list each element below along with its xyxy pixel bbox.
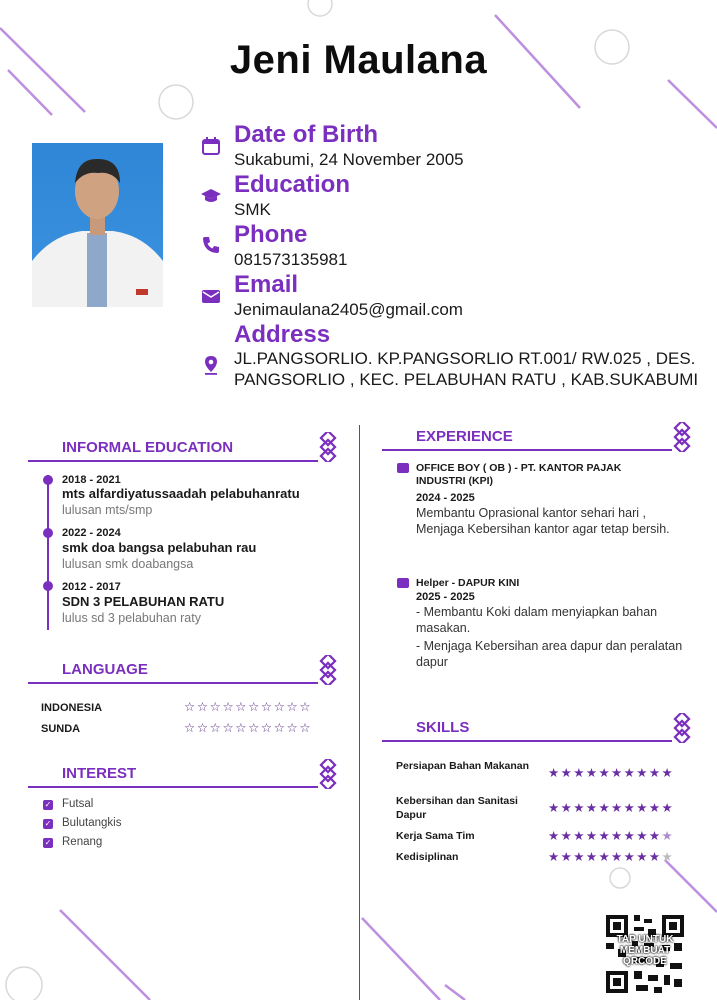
- informal-education-underline: [28, 460, 318, 462]
- star-icon: ★: [648, 766, 662, 780]
- skill-name: Kebersihan dan Sanitasi Dapur: [396, 795, 518, 821]
- star-icon: ★: [560, 766, 574, 780]
- skills-underline: [382, 740, 672, 742]
- profile-photo-illustration: [32, 143, 163, 307]
- star-icon: ☆: [209, 700, 223, 714]
- checkbox-icon: ✓: [44, 819, 52, 828]
- edu-note: lulusan smk doabangsa: [62, 557, 194, 571]
- edu-years: 2012 - 2017: [62, 581, 121, 593]
- briefcase-icon: [397, 463, 409, 473]
- briefcase-icon: [397, 578, 409, 588]
- star-icon: ★: [573, 829, 586, 843]
- location-pin-icon: [201, 355, 221, 375]
- ornament-icon: [316, 432, 340, 462]
- star-icon: ★: [636, 801, 649, 815]
- star-icon: ★: [623, 766, 637, 780]
- star-icon: ☆: [248, 700, 261, 714]
- interest-item: Futsal: [62, 798, 94, 810]
- experience-description: Membantu Oprasional kantor sehari hari , Menjaga Kebersihan kantor agar tetap bersih.: [416, 506, 670, 536]
- skill-rating: [548, 800, 674, 815]
- edu-note: lulusan mts/smp: [62, 503, 153, 517]
- education-title: Education: [234, 171, 351, 198]
- interest-underline: [28, 786, 318, 788]
- star-icon: ★: [611, 829, 624, 843]
- checkbox-icon: ✓: [44, 800, 52, 809]
- star-icon: ★: [598, 766, 612, 780]
- star-icon: ★: [573, 850, 586, 864]
- star-icon: ★: [636, 766, 649, 780]
- star-icon: ★: [661, 829, 675, 843]
- star-icon: ☆: [209, 721, 223, 735]
- profile-photo: [32, 143, 163, 307]
- star-icon: ★: [573, 801, 586, 815]
- star-icon: ★: [648, 850, 662, 864]
- star-icon: ☆: [286, 700, 300, 714]
- graduation-cap-icon: [201, 186, 221, 206]
- email-value: Jenimaulana2405@gmail.com: [234, 300, 463, 319]
- interest-item: Bulutangkis: [62, 817, 122, 829]
- skill-rating: [548, 828, 674, 843]
- star-icon: ★: [611, 850, 624, 864]
- star-icon: ★: [560, 850, 574, 864]
- experience-title: EXPERIENCE: [416, 428, 513, 445]
- ornament-icon: [670, 713, 694, 743]
- star-icon: ★: [573, 766, 586, 780]
- ornament-icon: [316, 759, 340, 789]
- candidate-name: Jeni Maulana: [229, 38, 488, 82]
- star-icon: ★: [623, 850, 637, 864]
- star-icon: ★: [611, 766, 624, 780]
- star-icon: ★: [623, 801, 637, 815]
- interest-item: Renang: [62, 836, 103, 848]
- star-icon: ☆: [299, 721, 313, 735]
- experience-heading: OFFICE BOY ( OB ) - PT. KANTOR PAJAK INDUSTRI (KPI): [416, 462, 622, 487]
- star-icon: ☆: [222, 721, 236, 735]
- star-icon: ☆: [260, 700, 274, 714]
- language-rating: [184, 699, 312, 714]
- edu-school: mts alfardiyatussaadah pelabuhanratu: [62, 486, 300, 501]
- star-icon: ★: [585, 829, 599, 843]
- timeline-dot: [43, 581, 53, 591]
- skill-name: Persiapan Bahan Makanan: [396, 760, 530, 772]
- star-icon: ★: [548, 850, 561, 864]
- language-name: INDONESIA: [41, 702, 103, 714]
- phone-value: 081573135981: [234, 250, 348, 269]
- edu-years: 2022 - 2024: [62, 527, 121, 539]
- experience-description-line: - Membantu Koki dalam menyiapkan bahan masakan.: [416, 605, 658, 635]
- star-icon: ★: [598, 829, 612, 843]
- dob-value: Sukabumi, 24 November 2005: [234, 150, 464, 169]
- star-icon: ★: [648, 801, 662, 815]
- star-icon: ★: [661, 766, 675, 780]
- experience-heading: Helper - DAPUR KINI: [416, 577, 520, 589]
- star-icon: ☆: [222, 700, 236, 714]
- timeline-dot: [43, 475, 53, 485]
- timeline-line: [47, 475, 49, 630]
- education-value: SMK: [234, 200, 271, 219]
- phone-title: Phone: [234, 221, 308, 248]
- star-icon: ★: [611, 801, 624, 815]
- skill-name: Kedisiplinan: [396, 851, 459, 863]
- star-icon: ☆: [286, 721, 300, 735]
- edu-school: smk doa bangsa pelabuhan rau: [62, 540, 257, 555]
- edu-years: 2018 - 2021: [62, 474, 121, 486]
- skill-rating: [548, 849, 674, 864]
- star-icon: ★: [548, 801, 561, 815]
- experience-underline: [382, 449, 672, 451]
- star-icon: ★: [661, 801, 675, 815]
- language-title: LANGUAGE: [62, 661, 148, 678]
- star-icon: ☆: [235, 700, 249, 714]
- email-title: Email: [234, 271, 299, 298]
- star-icon: ☆: [273, 700, 287, 714]
- experience-years: 2025 - 2025: [416, 591, 475, 603]
- star-icon: ★: [585, 766, 599, 780]
- dob-title: Date of Birth: [234, 121, 378, 148]
- informal-education-title: INFORMAL EDUCATION: [62, 439, 234, 456]
- star-icon: ★: [623, 829, 637, 843]
- star-icon: ★: [598, 801, 612, 815]
- star-icon: ☆: [248, 721, 261, 735]
- qr-code-label: TAP UNTUK MEMBUAT QRCODE: [616, 934, 674, 967]
- star-icon: ☆: [184, 700, 197, 714]
- edu-school: SDN 3 PELABUHAN RATU: [62, 594, 225, 609]
- edu-note: lulus sd 3 pelabuhan raty: [62, 611, 201, 625]
- address-value: JL.PANGSORLIO. KP.PANGSORLIO RT.001/ RW.025 , DES. PANGSORLIO , KEC. PELABUHAN RATU , KAB.SUKABUMI: [234, 349, 699, 389]
- skill-name: Kerja Sama Tim: [396, 830, 475, 842]
- star-icon: ★: [648, 829, 662, 843]
- star-icon: ☆: [273, 721, 287, 735]
- checkbox-icon: ✓: [44, 838, 52, 847]
- ornament-icon: [670, 422, 694, 452]
- star-icon: ★: [636, 850, 649, 864]
- skill-rating: [548, 765, 674, 780]
- ornament-icon: [316, 655, 340, 685]
- skills-title: SKILLS: [416, 719, 470, 736]
- column-divider: [359, 425, 360, 1000]
- star-icon: ★: [585, 850, 599, 864]
- language-underline: [28, 682, 318, 684]
- star-icon: ★: [560, 829, 574, 843]
- language-name: SUNDA: [41, 723, 81, 735]
- email-icon: [201, 286, 221, 306]
- star-icon: ☆: [196, 721, 210, 735]
- star-icon: ☆: [184, 721, 197, 735]
- language-rating: [184, 720, 312, 735]
- star-icon: ★: [585, 801, 599, 815]
- star-icon: ★: [598, 850, 612, 864]
- address-title: Address: [234, 321, 331, 348]
- experience-years: 2024 - 2025: [416, 492, 475, 504]
- star-icon: ★: [548, 766, 561, 780]
- phone-icon: [201, 235, 221, 255]
- star-icon: ☆: [260, 721, 274, 735]
- experience-description-line: - Menjaga Kebersihan area dapur dan peralatan dapur: [416, 639, 683, 669]
- star-icon: ☆: [299, 700, 313, 714]
- interest-title: INTEREST: [62, 765, 137, 782]
- star-icon: ★: [560, 801, 574, 815]
- star-icon: ★: [548, 829, 561, 843]
- star-icon: ★: [636, 829, 649, 843]
- star-icon: ☆: [235, 721, 249, 735]
- calendar-icon: [201, 136, 221, 156]
- timeline-dot: [43, 528, 53, 538]
- star-icon: ☆: [196, 700, 210, 714]
- star-icon: ★: [661, 850, 675, 864]
